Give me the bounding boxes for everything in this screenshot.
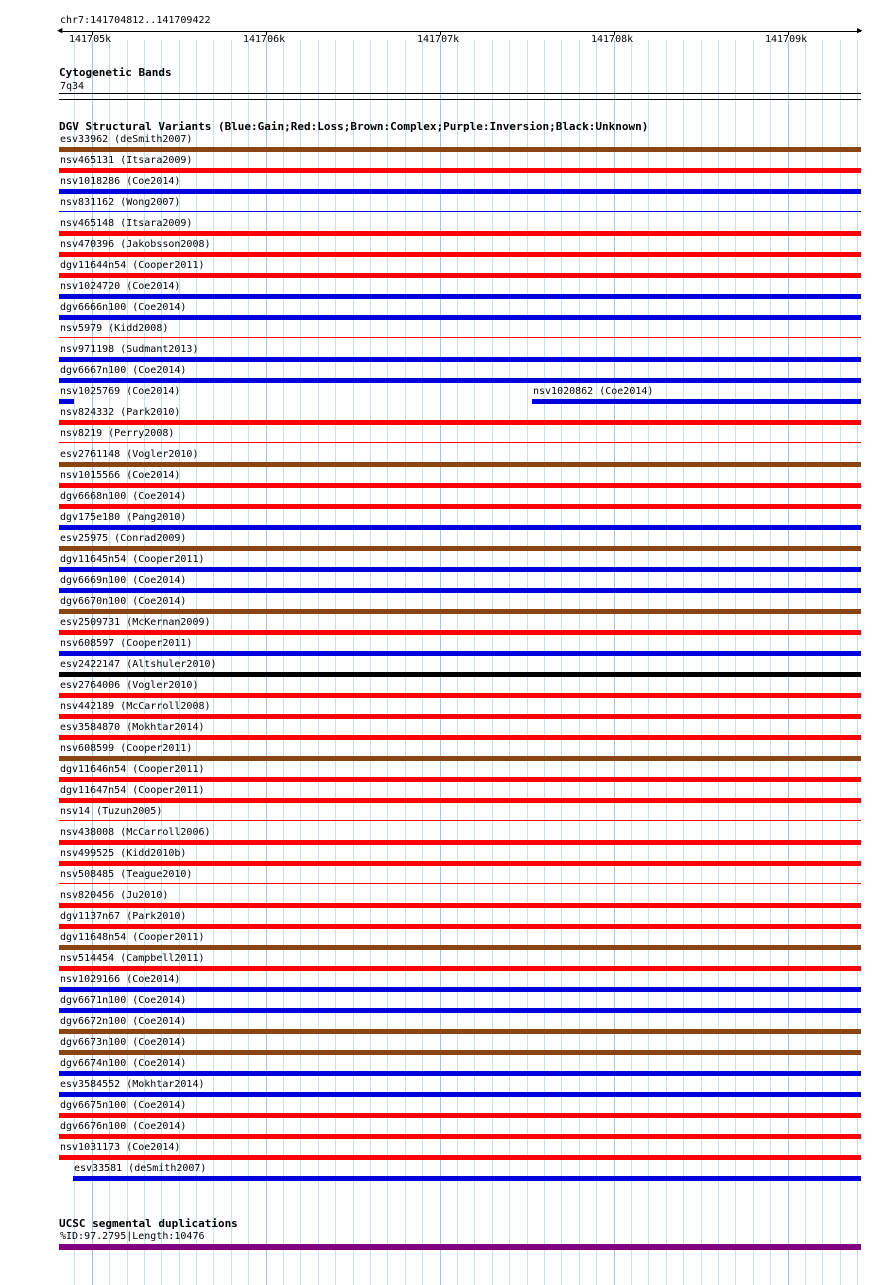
variant-bar[interactable] bbox=[59, 211, 861, 212]
variant-bar[interactable] bbox=[59, 399, 74, 404]
variant-label[interactable]: nsv14 (Tuzun2005) bbox=[60, 806, 163, 817]
variant-label[interactable]: nsv608597 (Cooper2011) bbox=[60, 638, 193, 649]
variant-bar[interactable] bbox=[59, 315, 861, 320]
variant-label[interactable]: esv2764006 (Vogler2010) bbox=[60, 680, 199, 691]
arrow-right-icon: ▶ bbox=[857, 26, 863, 36]
variant-label[interactable]: dgv6670n100 (Coe2014) bbox=[60, 596, 187, 607]
region-coordinates: chr7:141704812..141709422 bbox=[60, 15, 211, 26]
variant-label[interactable]: nsv465148 (Itsara2009) bbox=[60, 218, 193, 229]
variant-bar[interactable] bbox=[59, 189, 861, 194]
variant-label[interactable]: dgv11647n54 (Cooper2011) bbox=[60, 785, 205, 796]
variant-label[interactable]: esv2509731 (McKernan2009) bbox=[60, 617, 211, 628]
variant-bar[interactable] bbox=[59, 1029, 861, 1034]
variant-label[interactable]: dgv6668n100 (Coe2014) bbox=[60, 491, 187, 502]
ruler-axis bbox=[59, 31, 861, 32]
ruler-tick-label: 141707k bbox=[417, 34, 460, 45]
variant-label[interactable]: esv25975 (Conrad2009) bbox=[60, 533, 187, 544]
variant-label[interactable]: dgv1137n67 (Park2010) bbox=[60, 911, 187, 922]
cytoband-label: 7q34 bbox=[60, 81, 85, 92]
arrow-left-icon: ◀ bbox=[57, 26, 63, 36]
variant-bar[interactable] bbox=[59, 1008, 861, 1013]
variant-label[interactable]: nsv1024720 (Coe2014) bbox=[60, 281, 181, 292]
variant-label[interactable]: nsv8219 (Perry2008) bbox=[60, 428, 175, 439]
variant-bar[interactable] bbox=[59, 168, 861, 173]
dgv-track-title: DGV Structural Variants (Blue:Gain;Red:Loss;Brown:Complex;Purple:Inversion;Black:Unknown) bbox=[59, 120, 649, 133]
variant-label[interactable]: dgv6676n100 (Coe2014) bbox=[60, 1121, 187, 1132]
variant-bar[interactable] bbox=[59, 294, 861, 299]
variant-bar[interactable] bbox=[59, 777, 861, 782]
variant-label[interactable]: esv2761148 (Vogler2010) bbox=[60, 449, 199, 460]
variant-bar[interactable] bbox=[59, 1050, 861, 1055]
variant-bar[interactable] bbox=[59, 147, 861, 152]
variant-label[interactable]: esv33962 (deSmith2007) bbox=[60, 134, 193, 145]
variant-label[interactable]: dgv6669n100 (Coe2014) bbox=[60, 575, 187, 586]
variant-bar[interactable] bbox=[59, 567, 861, 572]
variant-label[interactable]: nsv508485 (Teague2010) bbox=[60, 869, 193, 880]
variant-bar[interactable] bbox=[59, 903, 861, 908]
variant-bar[interactable] bbox=[59, 1092, 861, 1097]
variant-bar[interactable] bbox=[59, 714, 861, 719]
segdup-track-title: UCSC segmental duplications bbox=[59, 1217, 238, 1230]
variant-label[interactable]: nsv499525 (Kidd2010b) bbox=[60, 848, 187, 859]
variant-label[interactable]: dgv6671n100 (Coe2014) bbox=[60, 995, 187, 1006]
variant-label[interactable]: nsv1031173 (Coe2014) bbox=[60, 1142, 181, 1153]
variant-bar[interactable] bbox=[59, 1113, 861, 1118]
variant-label[interactable]: dgv6675n100 (Coe2014) bbox=[60, 1100, 187, 1111]
variant-bar[interactable] bbox=[59, 756, 861, 761]
variant-label[interactable]: nsv442189 (McCarroll2008) bbox=[60, 701, 211, 712]
variant-bar[interactable] bbox=[59, 945, 861, 950]
variant-bar[interactable] bbox=[59, 273, 861, 278]
variant-label[interactable]: dgv11644n54 (Cooper2011) bbox=[60, 260, 205, 271]
variant-bar[interactable] bbox=[59, 420, 861, 425]
variant-label[interactable]: nsv5979 (Kidd2008) bbox=[60, 323, 169, 334]
variant-label[interactable]: nsv831162 (Wong2007) bbox=[60, 197, 181, 208]
segdup-feature-label[interactable]: %ID:97.2795|Length:10476 bbox=[60, 1231, 205, 1242]
variant-label[interactable]: esv2422147 (Altshuler2010) bbox=[60, 659, 217, 670]
variant-label[interactable]: nsv1020862 (Coe2014) bbox=[533, 386, 654, 397]
variant-label[interactable]: nsv470396 (Jakobsson2008) bbox=[60, 239, 211, 250]
variant-bar[interactable] bbox=[59, 483, 861, 488]
variant-bar[interactable] bbox=[59, 924, 861, 929]
variant-label[interactable]: esv3584552 (Mokhtar2014) bbox=[60, 1079, 205, 1090]
variant-bar[interactable] bbox=[59, 987, 861, 992]
variant-label[interactable]: nsv608599 (Cooper2011) bbox=[60, 743, 193, 754]
variant-bar[interactable] bbox=[59, 337, 861, 338]
ruler-tick-label: 141705k bbox=[69, 34, 112, 45]
variant-bar[interactable] bbox=[59, 861, 861, 866]
variant-bar[interactable] bbox=[59, 840, 861, 845]
variant-bar[interactable] bbox=[59, 651, 861, 656]
variant-bar[interactable] bbox=[59, 735, 861, 740]
variant-label[interactable]: nsv820456 (Ju2010) bbox=[60, 890, 169, 901]
variant-label[interactable]: nsv465131 (Itsara2009) bbox=[60, 155, 193, 166]
variant-label[interactable]: dgv175e180 (Pang2010) bbox=[60, 512, 187, 523]
variant-label[interactable]: dgv11648n54 (Cooper2011) bbox=[60, 932, 205, 943]
variant-bar[interactable] bbox=[59, 1155, 861, 1160]
ruler-tick-label: 141708k bbox=[591, 34, 634, 45]
variant-label[interactable]: dgv6672n100 (Coe2014) bbox=[60, 1016, 187, 1027]
variant-label[interactable]: esv33581 (deSmith2007) bbox=[74, 1163, 207, 1174]
ruler-tick-label: 141709k bbox=[765, 34, 808, 45]
variant-label[interactable]: dgv6667n100 (Coe2014) bbox=[60, 365, 187, 376]
cytoband-line bbox=[59, 99, 861, 100]
variant-bar[interactable] bbox=[59, 231, 861, 236]
variant-label[interactable]: nsv971198 (Sudmant2013) bbox=[60, 344, 199, 355]
variant-label[interactable]: nsv438008 (McCarroll2006) bbox=[60, 827, 211, 838]
variant-bar[interactable] bbox=[59, 820, 861, 821]
variant-label[interactable]: dgv11646n54 (Cooper2011) bbox=[60, 764, 205, 775]
variant-bar[interactable] bbox=[59, 672, 861, 677]
variant-bar[interactable] bbox=[59, 588, 861, 593]
variant-bar[interactable] bbox=[59, 1071, 861, 1076]
variant-label[interactable]: nsv824332 (Park2010) bbox=[60, 407, 181, 418]
variant-bar[interactable] bbox=[59, 504, 861, 509]
variant-bar[interactable] bbox=[59, 798, 861, 803]
variant-bar[interactable] bbox=[59, 462, 861, 467]
variant-bar[interactable] bbox=[59, 1134, 861, 1139]
variant-bar[interactable] bbox=[59, 546, 861, 551]
cytoband-track-title: Cytogenetic Bands bbox=[59, 66, 172, 79]
ruler-tick-label: 141706k bbox=[243, 34, 286, 45]
variant-bar[interactable] bbox=[59, 378, 861, 383]
variant-label[interactable]: dgv6666n100 (Coe2014) bbox=[60, 302, 187, 313]
variant-bar[interactable] bbox=[59, 442, 861, 443]
variant-bar[interactable] bbox=[59, 630, 861, 635]
variant-bar[interactable] bbox=[59, 609, 861, 614]
variant-label[interactable]: nsv1029166 (Coe2014) bbox=[60, 974, 181, 985]
variant-label[interactable]: dgv11645n54 (Cooper2011) bbox=[60, 554, 205, 565]
variant-label[interactable]: dgv6673n100 (Coe2014) bbox=[60, 1037, 187, 1048]
variant-label[interactable]: nsv1015566 (Coe2014) bbox=[60, 470, 181, 481]
variant-label[interactable]: nsv1018286 (Coe2014) bbox=[60, 176, 181, 187]
variant-bar[interactable] bbox=[59, 357, 861, 362]
variant-bar[interactable] bbox=[59, 883, 861, 884]
variant-bar[interactable] bbox=[59, 693, 861, 698]
variant-label[interactable]: esv3584870 (Mokhtar2014) bbox=[60, 722, 205, 733]
variant-bar[interactable] bbox=[59, 966, 861, 971]
variant-label[interactable]: dgv6674n100 (Coe2014) bbox=[60, 1058, 187, 1069]
cytoband-line bbox=[59, 93, 861, 94]
variant-bar[interactable] bbox=[532, 399, 861, 404]
variant-label[interactable]: nsv514454 (Campbell2011) bbox=[60, 953, 205, 964]
variant-bar[interactable] bbox=[73, 1176, 861, 1181]
variant-bar[interactable] bbox=[59, 525, 861, 530]
variant-bar[interactable] bbox=[59, 252, 861, 257]
variant-label[interactable]: nsv1025769 (Coe2014) bbox=[60, 386, 181, 397]
segdup-feature-bar[interactable] bbox=[59, 1244, 861, 1250]
